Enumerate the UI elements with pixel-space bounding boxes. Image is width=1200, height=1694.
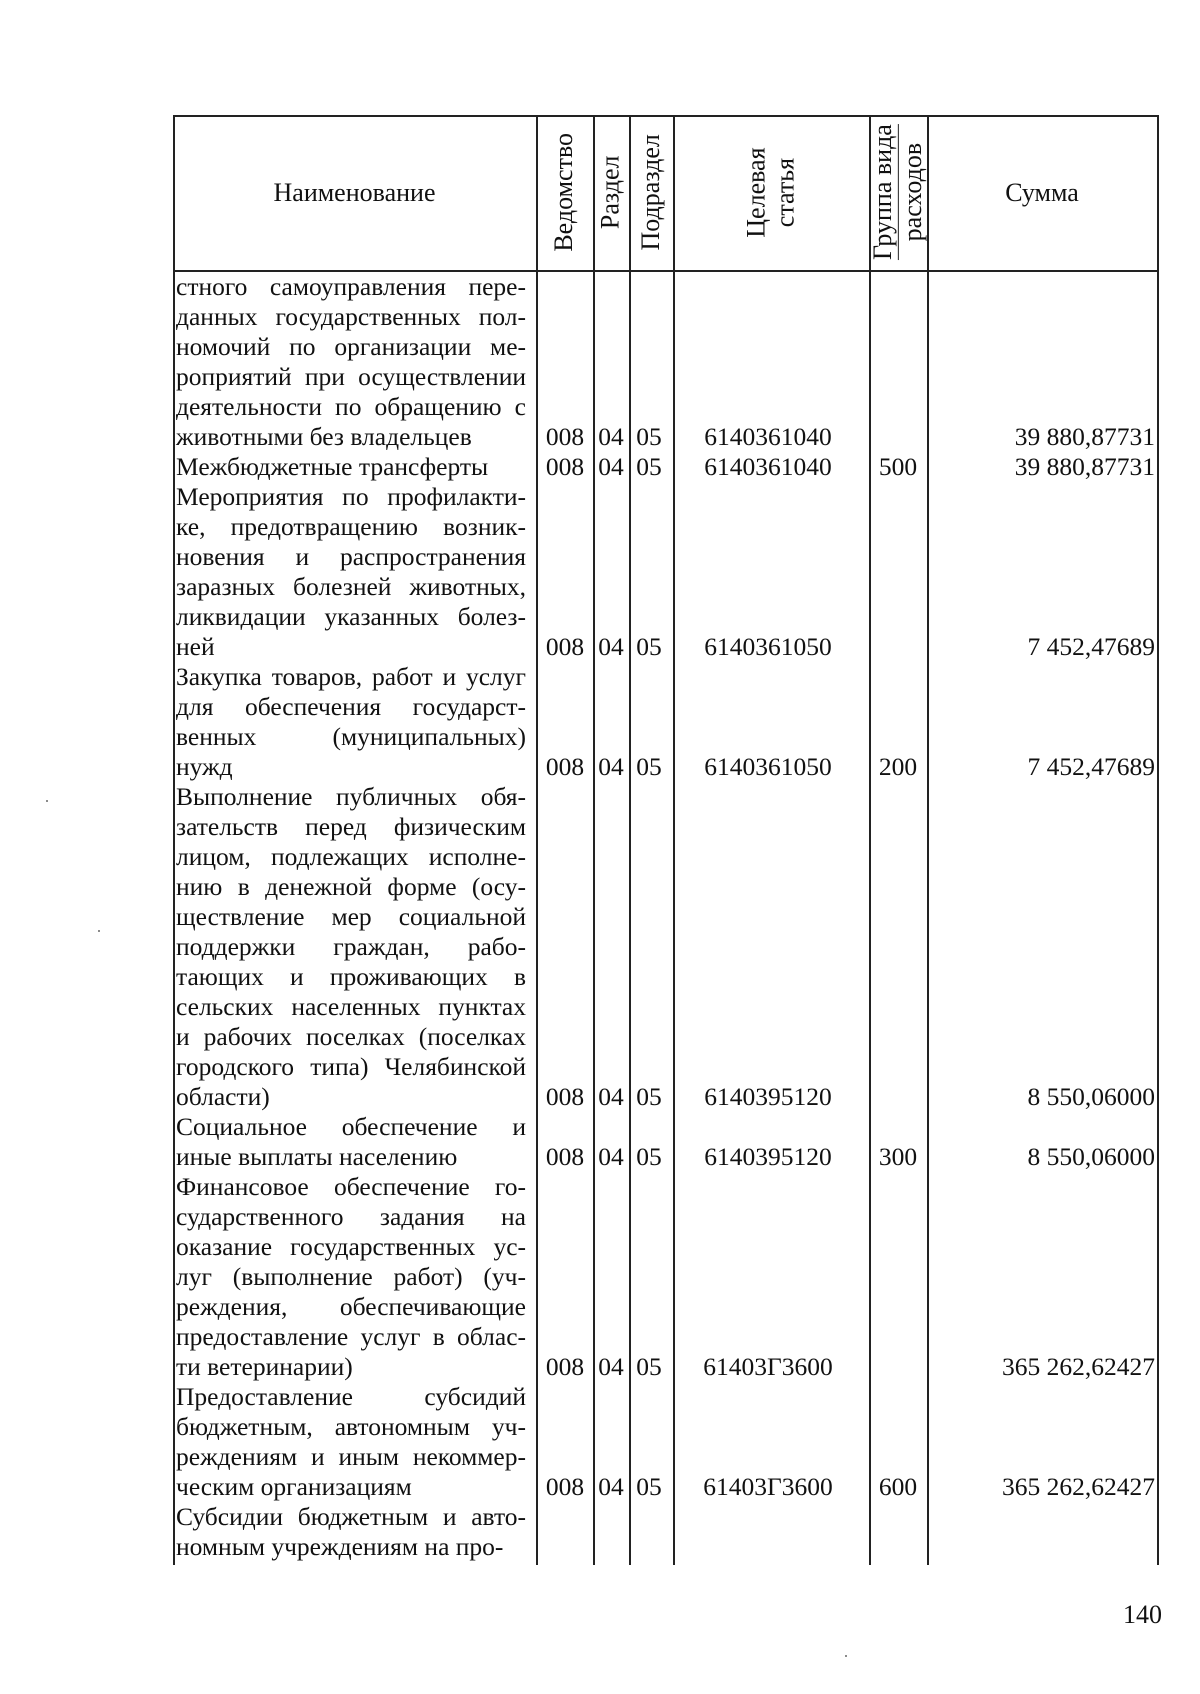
- row-name-line: Закупка товаров, работ и услуг: [176, 662, 526, 691]
- table-row: [173, 452, 1159, 482]
- row-name-line: для обеспечения государст-: [176, 692, 526, 721]
- cell-podrazdel: 05: [636, 632, 662, 661]
- cell-podrazdel: 05: [636, 1352, 662, 1381]
- row-name-line: животными без владельцев: [176, 422, 472, 451]
- row-name-line: стного самоуправления пере-: [176, 272, 526, 301]
- scan-speck: [98, 930, 100, 932]
- cell-summa: 39 880,87731: [1014, 422, 1155, 451]
- row-name: [176, 782, 526, 1112]
- row-name-line: нужд: [176, 752, 233, 781]
- header-vedomstvo: Ведомство: [549, 133, 579, 252]
- cell-razdel: 04: [598, 632, 624, 661]
- row-name: [176, 272, 526, 452]
- cell-celevaya: 61403Г3600: [703, 1472, 833, 1501]
- row-name-line: луг (выполнение работ) (уч-: [176, 1262, 526, 1291]
- cell-razdel: 04: [598, 452, 624, 481]
- cell-summa: 8 550,06000: [1027, 1082, 1155, 1111]
- cell-vedomstvo: 008: [545, 452, 585, 481]
- cell-celevaya: 6140395120: [704, 1082, 832, 1111]
- cell-vedomstvo: 008: [545, 1082, 585, 1111]
- row-name-line: и рабочих поселках (поселках: [176, 1022, 526, 1051]
- header-summa: Сумма: [1005, 177, 1079, 207]
- row-name-line: ществление мер социальной: [176, 902, 526, 931]
- row-name-line: ней: [176, 632, 215, 661]
- row-name: [176, 452, 526, 482]
- row-name-line: новения и распространения: [176, 542, 526, 571]
- cell-celevaya: 6140361050: [704, 752, 832, 781]
- row-name-line: сельских населенных пунктах: [176, 992, 526, 1021]
- cell-razdel: 04: [598, 422, 624, 451]
- cell-razdel: 04: [598, 1352, 624, 1381]
- row-name-line: Межбюджетные трансферты: [176, 452, 489, 481]
- row-name: [176, 1382, 526, 1502]
- row-name-line: оказание государственных ус-: [176, 1232, 526, 1261]
- row-name-line: реждения, обеспечивающие: [176, 1292, 526, 1321]
- cell-celevaya: 61403Г3600: [703, 1352, 833, 1381]
- row-name: [176, 1172, 526, 1382]
- row-name-line: поддержки граждан, рабо-: [176, 932, 526, 961]
- cell-gruppa: 300: [878, 1142, 918, 1171]
- scan-speck: [845, 1655, 847, 1657]
- scan-speck: [46, 800, 48, 802]
- row-name-line: тающих и проживающих в: [176, 962, 526, 991]
- cell-podrazdel: 05: [636, 452, 662, 481]
- cell-summa: 365 262,62427: [1002, 1352, 1155, 1381]
- table-row: [173, 782, 1159, 1112]
- cell-gruppa: 600: [878, 1472, 918, 1501]
- row-name-line: ке, предотвращению возник-: [176, 512, 526, 541]
- cell-podrazdel: 05: [636, 422, 662, 451]
- row-name-line: ликвидации указанных болез-: [176, 602, 526, 631]
- cell-vedomstvo: 008: [545, 1142, 585, 1171]
- cell-vedomstvo: 008: [545, 632, 585, 661]
- header-name: Наименование: [273, 177, 436, 207]
- row-name-line: предоставление услуг в облас-: [176, 1322, 526, 1351]
- row-name: [176, 482, 526, 662]
- row-name-line: венных (муниципальных): [176, 722, 526, 751]
- row-name-line: Мероприятия по профилакти-: [176, 482, 526, 511]
- row-name-line: иные выплаты населению: [176, 1142, 458, 1171]
- table-row: [173, 1172, 1159, 1382]
- cell-vedomstvo: 008: [545, 422, 585, 451]
- row-name: [176, 1502, 526, 1562]
- header-gruppa: Группа вида расходов: [867, 124, 927, 261]
- row-name-line: номочий по организации ме-: [176, 332, 526, 361]
- table-row: [173, 662, 1159, 782]
- row-name-line: Субсидии бюджетным и авто-: [176, 1502, 526, 1531]
- row-name-line: деятельности по обращению с: [176, 392, 526, 421]
- cell-celevaya: 6140361050: [704, 632, 832, 661]
- budget-table: [173, 115, 1159, 1565]
- cell-podrazdel: 05: [636, 1142, 662, 1171]
- cell-gruppa: 500: [878, 452, 918, 481]
- table-row: [173, 1502, 1159, 1562]
- cell-celevaya: 6140395120: [704, 1142, 832, 1171]
- row-name: [176, 1112, 526, 1172]
- cell-podrazdel: 05: [636, 752, 662, 781]
- row-name-line: области): [176, 1082, 270, 1111]
- header-razdel: Раздел: [595, 155, 625, 230]
- page-number: 140: [1123, 1600, 1162, 1629]
- row-name-line: номным учреждениям на про-: [176, 1532, 504, 1561]
- row-name-line: данных государственных пол-: [176, 302, 526, 331]
- cell-podrazdel: 05: [636, 1472, 662, 1501]
- row-name-line: Финансовое обеспечение го-: [176, 1172, 526, 1201]
- cell-vedomstvo: 008: [545, 1352, 585, 1381]
- cell-vedomstvo: 008: [545, 752, 585, 781]
- cell-podrazdel: 05: [636, 1082, 662, 1111]
- row-name-line: Социальное обеспечение и: [176, 1112, 526, 1141]
- cell-razdel: 04: [598, 752, 624, 781]
- table-row: [173, 482, 1159, 662]
- cell-celevaya: 6140361040: [704, 422, 832, 451]
- row-name-line: бюджетным, автономным уч-: [176, 1412, 526, 1441]
- table-row: [173, 1112, 1159, 1172]
- header-celevaya: Целевая статья: [741, 147, 799, 238]
- table-row: [173, 1382, 1159, 1502]
- table-row: [173, 272, 1159, 452]
- row-name-line: ти ветеринарии): [176, 1352, 353, 1381]
- cell-razdel: 04: [598, 1082, 624, 1111]
- cell-summa: 365 262,62427: [1002, 1472, 1155, 1501]
- cell-gruppa: 200: [878, 752, 918, 781]
- row-name-line: роприятий при осуществлении: [176, 362, 526, 391]
- cell-summa: 39 880,87731: [1014, 452, 1155, 481]
- row-name-line: нию в денежной форме (осу-: [176, 872, 526, 901]
- row-name-line: реждениям и иным некоммер-: [176, 1442, 526, 1471]
- row-name-line: Предоставление субсидий: [176, 1382, 526, 1411]
- cell-razdel: 04: [598, 1142, 624, 1171]
- row-name-line: сударственного задания на: [176, 1202, 526, 1231]
- row-name: [176, 662, 526, 782]
- header-podrazdel: Подраздел: [635, 134, 665, 251]
- row-name-line: ческим организациям: [176, 1472, 412, 1501]
- row-name-line: зательств перед физическим: [176, 812, 526, 841]
- cell-summa: 7 452,47689: [1027, 632, 1155, 661]
- row-name-line: заразных болезней животных,: [176, 572, 526, 601]
- cell-summa: 7 452,47689: [1027, 752, 1155, 781]
- row-name-line: городского типа) Челябинской: [176, 1052, 526, 1081]
- cell-summa: 8 550,06000: [1027, 1142, 1155, 1171]
- row-name-line: лицом, подлежащих исполне-: [176, 842, 526, 871]
- cell-razdel: 04: [598, 1472, 624, 1501]
- cell-vedomstvo: 008: [545, 1472, 585, 1501]
- row-name-line: Выполнение публичных обя-: [176, 782, 526, 811]
- cell-celevaya: 6140361040: [704, 452, 832, 481]
